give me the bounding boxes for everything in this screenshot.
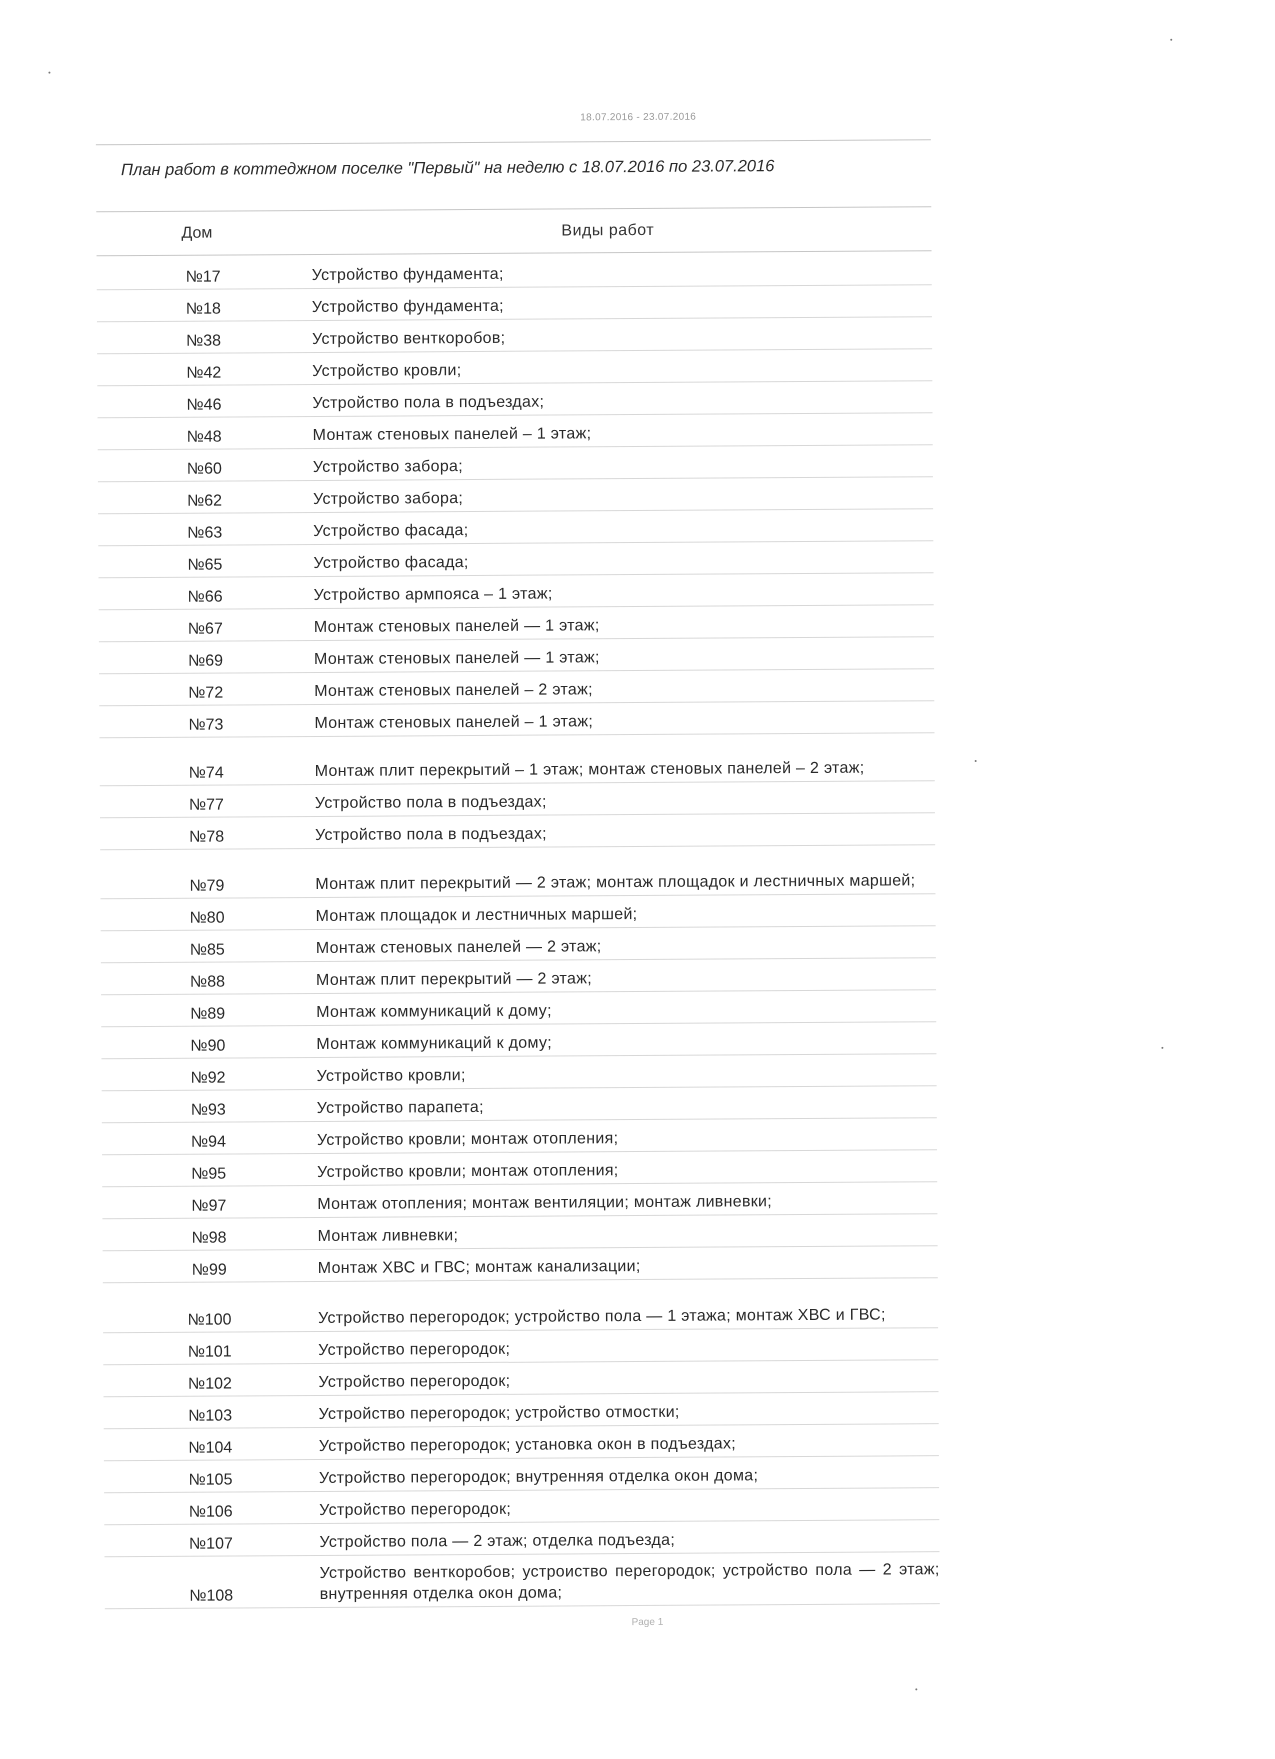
work-description: Устройство перегородок; внутренняя отделка окон дома;	[318, 1467, 759, 1487]
work-description: Устройство перегородок;	[319, 1500, 512, 1519]
table-row	[99, 669, 934, 706]
table-row	[99, 637, 934, 674]
house-number: №72	[188, 684, 224, 702]
house-number: №67	[187, 620, 223, 638]
house-number: №97	[191, 1197, 227, 1215]
work-description: Устройство забора;	[312, 458, 463, 476]
house-number: №80	[189, 909, 225, 927]
house-number: №17	[185, 268, 221, 286]
table-row	[105, 1552, 940, 1609]
house-number: №103	[188, 1407, 233, 1425]
house-number: №105	[188, 1471, 233, 1489]
table-row	[102, 1118, 937, 1155]
work-description: Монтаж стеновых панелей – 1 этаж;	[314, 713, 594, 732]
house-number: №101	[187, 1343, 232, 1361]
house-number: №18	[185, 300, 221, 318]
scan-speck	[975, 760, 977, 762]
house-number: №108	[189, 1587, 234, 1605]
work-description: Устройство армпояса – 1 этаж;	[313, 585, 553, 604]
page-footer: Page 1	[631, 1616, 664, 1629]
work-description: Устройство перегородок; устройство отмостки;	[318, 1403, 680, 1423]
table-row	[97, 381, 932, 418]
work-description: Монтаж площадок и лестничных маршей;	[315, 906, 638, 925]
work-description: Устройство забора;	[312, 490, 464, 508]
work-description: Монтаж коммуникаций к дому;	[316, 1034, 553, 1053]
header-date: 18.07.2016 - 23.07.2016	[580, 111, 697, 124]
work-description: Устройство кровли; монтаж отопления;	[316, 1130, 619, 1149]
table-row	[97, 317, 932, 354]
work-description: Устройство фасада;	[313, 522, 469, 540]
table-row	[104, 1392, 939, 1429]
table-row	[103, 1328, 938, 1365]
table-row	[102, 1150, 937, 1187]
table-row	[100, 894, 935, 931]
table-row	[98, 541, 933, 578]
work-plan-table	[97, 253, 940, 1609]
table-row	[101, 958, 936, 995]
work-description: Устройство парапета;	[316, 1098, 484, 1117]
table-row	[103, 1278, 938, 1333]
table-row	[100, 813, 935, 850]
work-description: Монтаж ливневки;	[317, 1227, 459, 1245]
work-description: Монтаж отопления; монтаж вентиляции; монтаж ливневки;	[317, 1193, 773, 1213]
table-row	[100, 845, 935, 899]
work-description: Устройство перегородок;	[318, 1340, 511, 1359]
table-row	[98, 477, 933, 514]
table-row	[101, 1022, 936, 1059]
table-row	[104, 1424, 939, 1461]
scan-speck	[1161, 1047, 1163, 1049]
house-number: №63	[187, 524, 223, 542]
work-description: Монтаж плит перекрытий — 2 этаж;	[315, 970, 592, 989]
work-description: Монтаж стеновых панелей – 2 этаж;	[314, 681, 593, 700]
house-number: №73	[188, 716, 224, 734]
house-number: №78	[189, 828, 225, 846]
table-row	[103, 1360, 938, 1397]
work-description: Монтаж плит перекрытий — 2 этаж; монтаж площадок и лестничных маршей;	[315, 872, 916, 893]
work-description: Монтаж стеновых панелей – 1 этаж;	[312, 425, 592, 444]
table-row	[103, 1246, 938, 1283]
house-number: №106	[188, 1503, 233, 1521]
work-description: Устройство фундамента;	[311, 297, 504, 316]
house-number: №38	[186, 332, 222, 350]
house-number: №92	[190, 1069, 226, 1087]
page-title: План работ в коттеджном поселке "Первый" на неделю с 18.07.2016 по 23.07.2016	[120, 157, 775, 180]
table-row	[101, 990, 936, 1027]
table-row	[99, 733, 934, 786]
house-number: №65	[187, 556, 223, 574]
house-number: №99	[191, 1261, 227, 1279]
work-description: Монтаж стеновых панелей — 1 этаж;	[313, 617, 600, 636]
work-description: Монтаж плит перекрытий – 1 этаж; монтаж стеновых панелей – 2 этаж;	[314, 759, 865, 780]
work-description: Монтаж стеновых панелей — 2 этаж;	[315, 938, 602, 957]
work-description: Устройство перегородок; устройство пола — 1 этажа; монтаж ХВС и ГВС;	[317, 1306, 886, 1327]
work-description: Устройство фундамента;	[311, 265, 504, 284]
house-number: №107	[188, 1535, 233, 1553]
house-number: №60	[186, 460, 222, 478]
table-row	[98, 509, 933, 546]
house-number: №94	[190, 1133, 227, 1151]
house-number: №104	[188, 1439, 233, 1457]
work-description: Устройство перегородок; установка окон в подъездах;	[318, 1435, 737, 1455]
work-description: Устройство пола в подъездах;	[312, 393, 545, 412]
work-description: Устройство кровли;	[312, 362, 462, 380]
column-header-works: Виды работ	[561, 221, 655, 240]
table-row	[101, 926, 936, 963]
work-description: Устройство кровли; монтаж отопления;	[317, 1162, 619, 1181]
table-row	[102, 1214, 937, 1251]
house-number: №95	[191, 1165, 227, 1183]
work-description: Монтаж ХВС и ГВС; монтаж канализации;	[317, 1258, 641, 1277]
house-number: №98	[191, 1229, 227, 1247]
work-description: Устройство фасада;	[313, 554, 469, 572]
top-rule	[96, 139, 931, 145]
house-number: №48	[186, 428, 222, 446]
table-row	[97, 349, 932, 386]
house-number: №85	[189, 941, 225, 959]
work-description: Устройство венткоробов; устроиство перегородок; устройство пола — 2 этаж; внутренняя отделка окон дома;	[319, 1561, 940, 1603]
scan-speck	[915, 1688, 917, 1690]
table-row	[104, 1456, 939, 1493]
work-description: Устройство пола в подъездах;	[314, 793, 547, 812]
house-number: №46	[186, 396, 222, 414]
table-row	[104, 1520, 939, 1557]
title-rule	[96, 206, 931, 212]
house-number: №66	[187, 588, 223, 606]
house-number: №100	[187, 1311, 232, 1329]
house-number: №89	[190, 1005, 226, 1023]
table-row	[99, 605, 934, 642]
table-row	[97, 285, 932, 322]
house-number: №62	[187, 492, 223, 510]
table-row	[98, 445, 933, 482]
house-number: №69	[187, 652, 224, 670]
table-row	[97, 253, 932, 290]
table-row	[104, 1488, 939, 1525]
work-description: Устройство пола в подъездах;	[315, 825, 547, 844]
house-number: №93	[190, 1101, 226, 1119]
work-description: Монтаж стеновых панелей — 1 этаж;	[313, 649, 600, 668]
table-row	[99, 701, 934, 738]
house-number: №77	[188, 796, 224, 814]
house-number: №88	[189, 973, 226, 991]
house-number: №79	[189, 877, 225, 895]
table-row	[102, 1086, 937, 1123]
table-row	[102, 1182, 937, 1219]
column-header-house: Дом	[181, 224, 213, 242]
work-description: Устройство перегородок;	[318, 1372, 511, 1391]
table-row	[98, 413, 933, 450]
house-number: №90	[190, 1037, 226, 1055]
house-number: №102	[187, 1375, 232, 1393]
work-description: Монтаж коммуникаций к дому;	[316, 1002, 552, 1021]
table-row	[101, 1054, 936, 1091]
house-number: №74	[188, 764, 224, 782]
work-description: Устройство венткоробов;	[312, 329, 506, 348]
table-row	[100, 781, 935, 818]
work-description: Устройство кровли;	[316, 1067, 466, 1085]
scan-speck	[1170, 39, 1172, 41]
table-row	[99, 573, 934, 610]
house-number: №42	[186, 364, 222, 382]
work-description: Устройство пола — 2 этаж; отделка подъезда;	[319, 1531, 676, 1551]
scan-speck	[48, 72, 50, 74]
